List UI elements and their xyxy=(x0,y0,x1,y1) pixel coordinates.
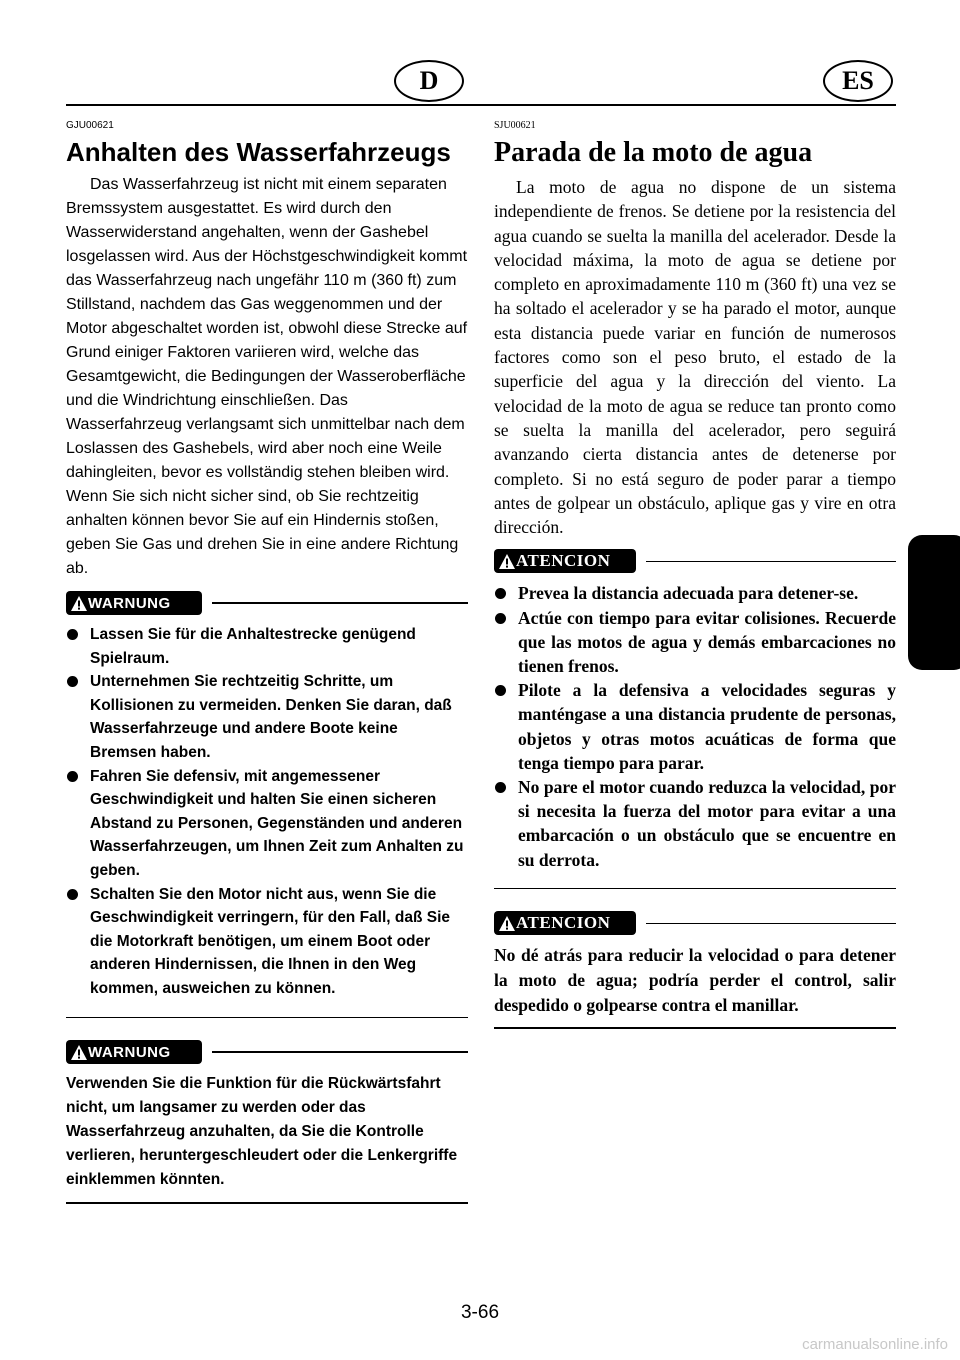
warning-label: ATENCION xyxy=(516,913,611,933)
bullet-icon xyxy=(67,629,78,640)
warning-badge xyxy=(66,1040,202,1064)
list-item xyxy=(494,678,896,775)
warning-list xyxy=(494,581,896,871)
list-item-text: Schalten Sie den Motor nicht aus, wenn Sie die Geschwindigkeit verringern, für den Fall, daß Sie die Motorkraft benötigen, um einem Boot oder anderen Hindernissen, die Ihnen in den Weg kommen, ausweichen zu können. xyxy=(90,885,451,997)
warning-header xyxy=(494,549,896,573)
warning-header xyxy=(494,911,896,935)
section-code: SJU00621 xyxy=(494,120,536,131)
bullet-icon xyxy=(495,685,506,696)
language-tab-de: D xyxy=(394,60,464,102)
list-item-text: Lassen Sie für die Anhaltestrecke genügend Spielraum. xyxy=(90,626,416,667)
warning-rule xyxy=(212,602,468,604)
list-item xyxy=(494,775,896,872)
warning-triangle-icon xyxy=(498,553,516,570)
warning-badge xyxy=(494,911,636,935)
warning-header xyxy=(66,591,468,615)
warning-badge xyxy=(494,549,636,573)
section-title: Anhalten des Wasserfahrzeugs xyxy=(66,137,451,167)
bullet-icon xyxy=(67,771,78,782)
warning-rule xyxy=(646,923,896,925)
language-tab-es: ES xyxy=(823,60,893,102)
page-number: 3-66 xyxy=(460,1302,500,1323)
list-item xyxy=(66,623,468,670)
warning-text: Verwenden Sie die Funktion für die Rückwärtsfahrt nicht, um langsamer zu werden oder das Wasserfahrzeug anzuhalten, da Sie die Kontrolle verlieren, heruntergeschleudert oder die Lenkergriffe einklemmen könnten. xyxy=(66,1075,458,1188)
bullet-icon xyxy=(67,676,78,687)
warning-header xyxy=(66,1040,468,1064)
warning-triangle-icon xyxy=(70,595,88,612)
list-item xyxy=(494,606,896,679)
footer-watermark: carmanualsonline.info xyxy=(802,1336,948,1353)
bullet-icon xyxy=(495,588,506,599)
bullet-icon xyxy=(495,782,506,793)
warning-label: WARNUNG xyxy=(88,1043,171,1061)
header-rule xyxy=(66,104,896,106)
list-item xyxy=(66,883,468,1001)
list-item-text: No pare el motor cuando reduzca la velocidad, por si necesita la fuerza del motor para evitar a una embarcación o un obstáculo que se encuentre en su derrota. xyxy=(518,777,896,870)
warning-rule xyxy=(646,561,896,563)
warning-triangle-icon xyxy=(70,1044,88,1061)
warning-list xyxy=(66,623,468,1001)
list-item-text: Actúe con tiempo para evitar colisiones. Recuerde que las motos de agua y demás embarcaciones no tienen frenos. xyxy=(518,607,896,677)
list-item xyxy=(66,765,468,883)
body-paragraph: La moto de agua no dispone de un sistema independiente de frenos. Se detiene por la resistencia del agua cuando se suelta la manilla del acelerador. Desde la velocidad máxima, la moto de agua se detiene por completo en aproximadamente 110 m (360 ft) una vez se ha soltado el acelerador y se ha parado el motor, aunque esta distancia puede variar en función de numerosos factores como son el peso bruto, el estado de la superficie del agua y la dirección del viento. La velocidad de la moto de agua se reduce tan pronto como se suelta la manilla del acelerador, pero seguirá avanzando cierta distancia antes de detenerse por completo. Si no está seguro de poder parar a tiempo antes de golpear un obstáculo, aplique gas y vire en otra dirección. xyxy=(494,177,896,538)
section-title: Parada de la moto de agua xyxy=(494,137,813,168)
warning-end-rule xyxy=(66,1017,468,1019)
spanish-column xyxy=(494,120,896,1029)
bullet-icon xyxy=(495,613,506,624)
list-item-text: Pilote a la defensiva a velocidades seguras y manténgase a una distancia prudente de personas, objetos y otras motos acuáticas de forma que tenga tiempo para parar. xyxy=(518,680,896,773)
list-item-text: Prevea la distancia adecuada para detener-se. xyxy=(518,583,859,604)
german-column xyxy=(66,120,468,1204)
warning-end-rule xyxy=(494,1027,896,1029)
body-paragraph: Das Wasserfahrzeug ist nicht mit einem separaten Bremssystem ausgestattet. Es wird durch den Wasserwiderstand angehalten, wenn der Gashebel losgelassen wird. Aus der Höchstgeschwindigkeit kommt das Wasserfahrzeug nach ungefähr 110 m (360 ft) zum Stillstand, nachdem das Gas weggenommen und der Motor abgeschaltet worden ist, obwohl diese Strecke auf Grund einiger Faktoren variieren wird, welche das Gesamtgewicht, die Bedingungen der Wasseroberfläche und die Windrichtung einschließen. Das Wasserfahrzeug verlangsamt sich unmittelbar nach dem Loslassen des Gashebels, wird aber noch eine Weile dahingleiten, bevor es vollständig stehen bleiben wird. Wenn Sie sich nicht sicher sind, ob Sie rechtzeitig anhalten können bevor Sie auf ein Hindernis stoßen, geben Sie Gas und drehen Sie in eine andere Richtung ab. xyxy=(66,176,468,577)
list-item xyxy=(494,581,896,605)
warning-triangle-icon xyxy=(498,915,516,932)
warning-end-rule xyxy=(494,888,896,890)
warning-label: ATENCION xyxy=(516,551,611,571)
warning-text: No dé atrás para reducir la velocidad o para detener la moto de agua; podría perder el control, salir despedido o golpearse contra el manillar. xyxy=(494,945,896,1015)
chapter-tab-marker xyxy=(908,535,960,670)
list-item-text: Fahren Sie defensiv, mit angemessener Geschwindigkeit und halten Sie einen sicheren Abstand zu Personen, Gegenständen und anderen Wasserfahrzeugen, um Ihnen Zeit zum Anhalten zu geben. xyxy=(90,767,464,879)
warning-end-rule xyxy=(66,1202,468,1204)
list-item-text: Unternehmen Sie rechtzeitig Schritte, um Kollisionen zu vermeiden. Denken Sie daran, daß Wasserfahrzeuge und andere Boote keine Bremsen haben. xyxy=(90,673,452,761)
warning-rule xyxy=(212,1051,468,1053)
section-code: GJU00621 xyxy=(66,120,114,131)
warning-badge xyxy=(66,591,202,615)
bullet-icon xyxy=(67,889,78,900)
warning-label: WARNUNG xyxy=(88,594,171,612)
list-item xyxy=(66,670,468,764)
